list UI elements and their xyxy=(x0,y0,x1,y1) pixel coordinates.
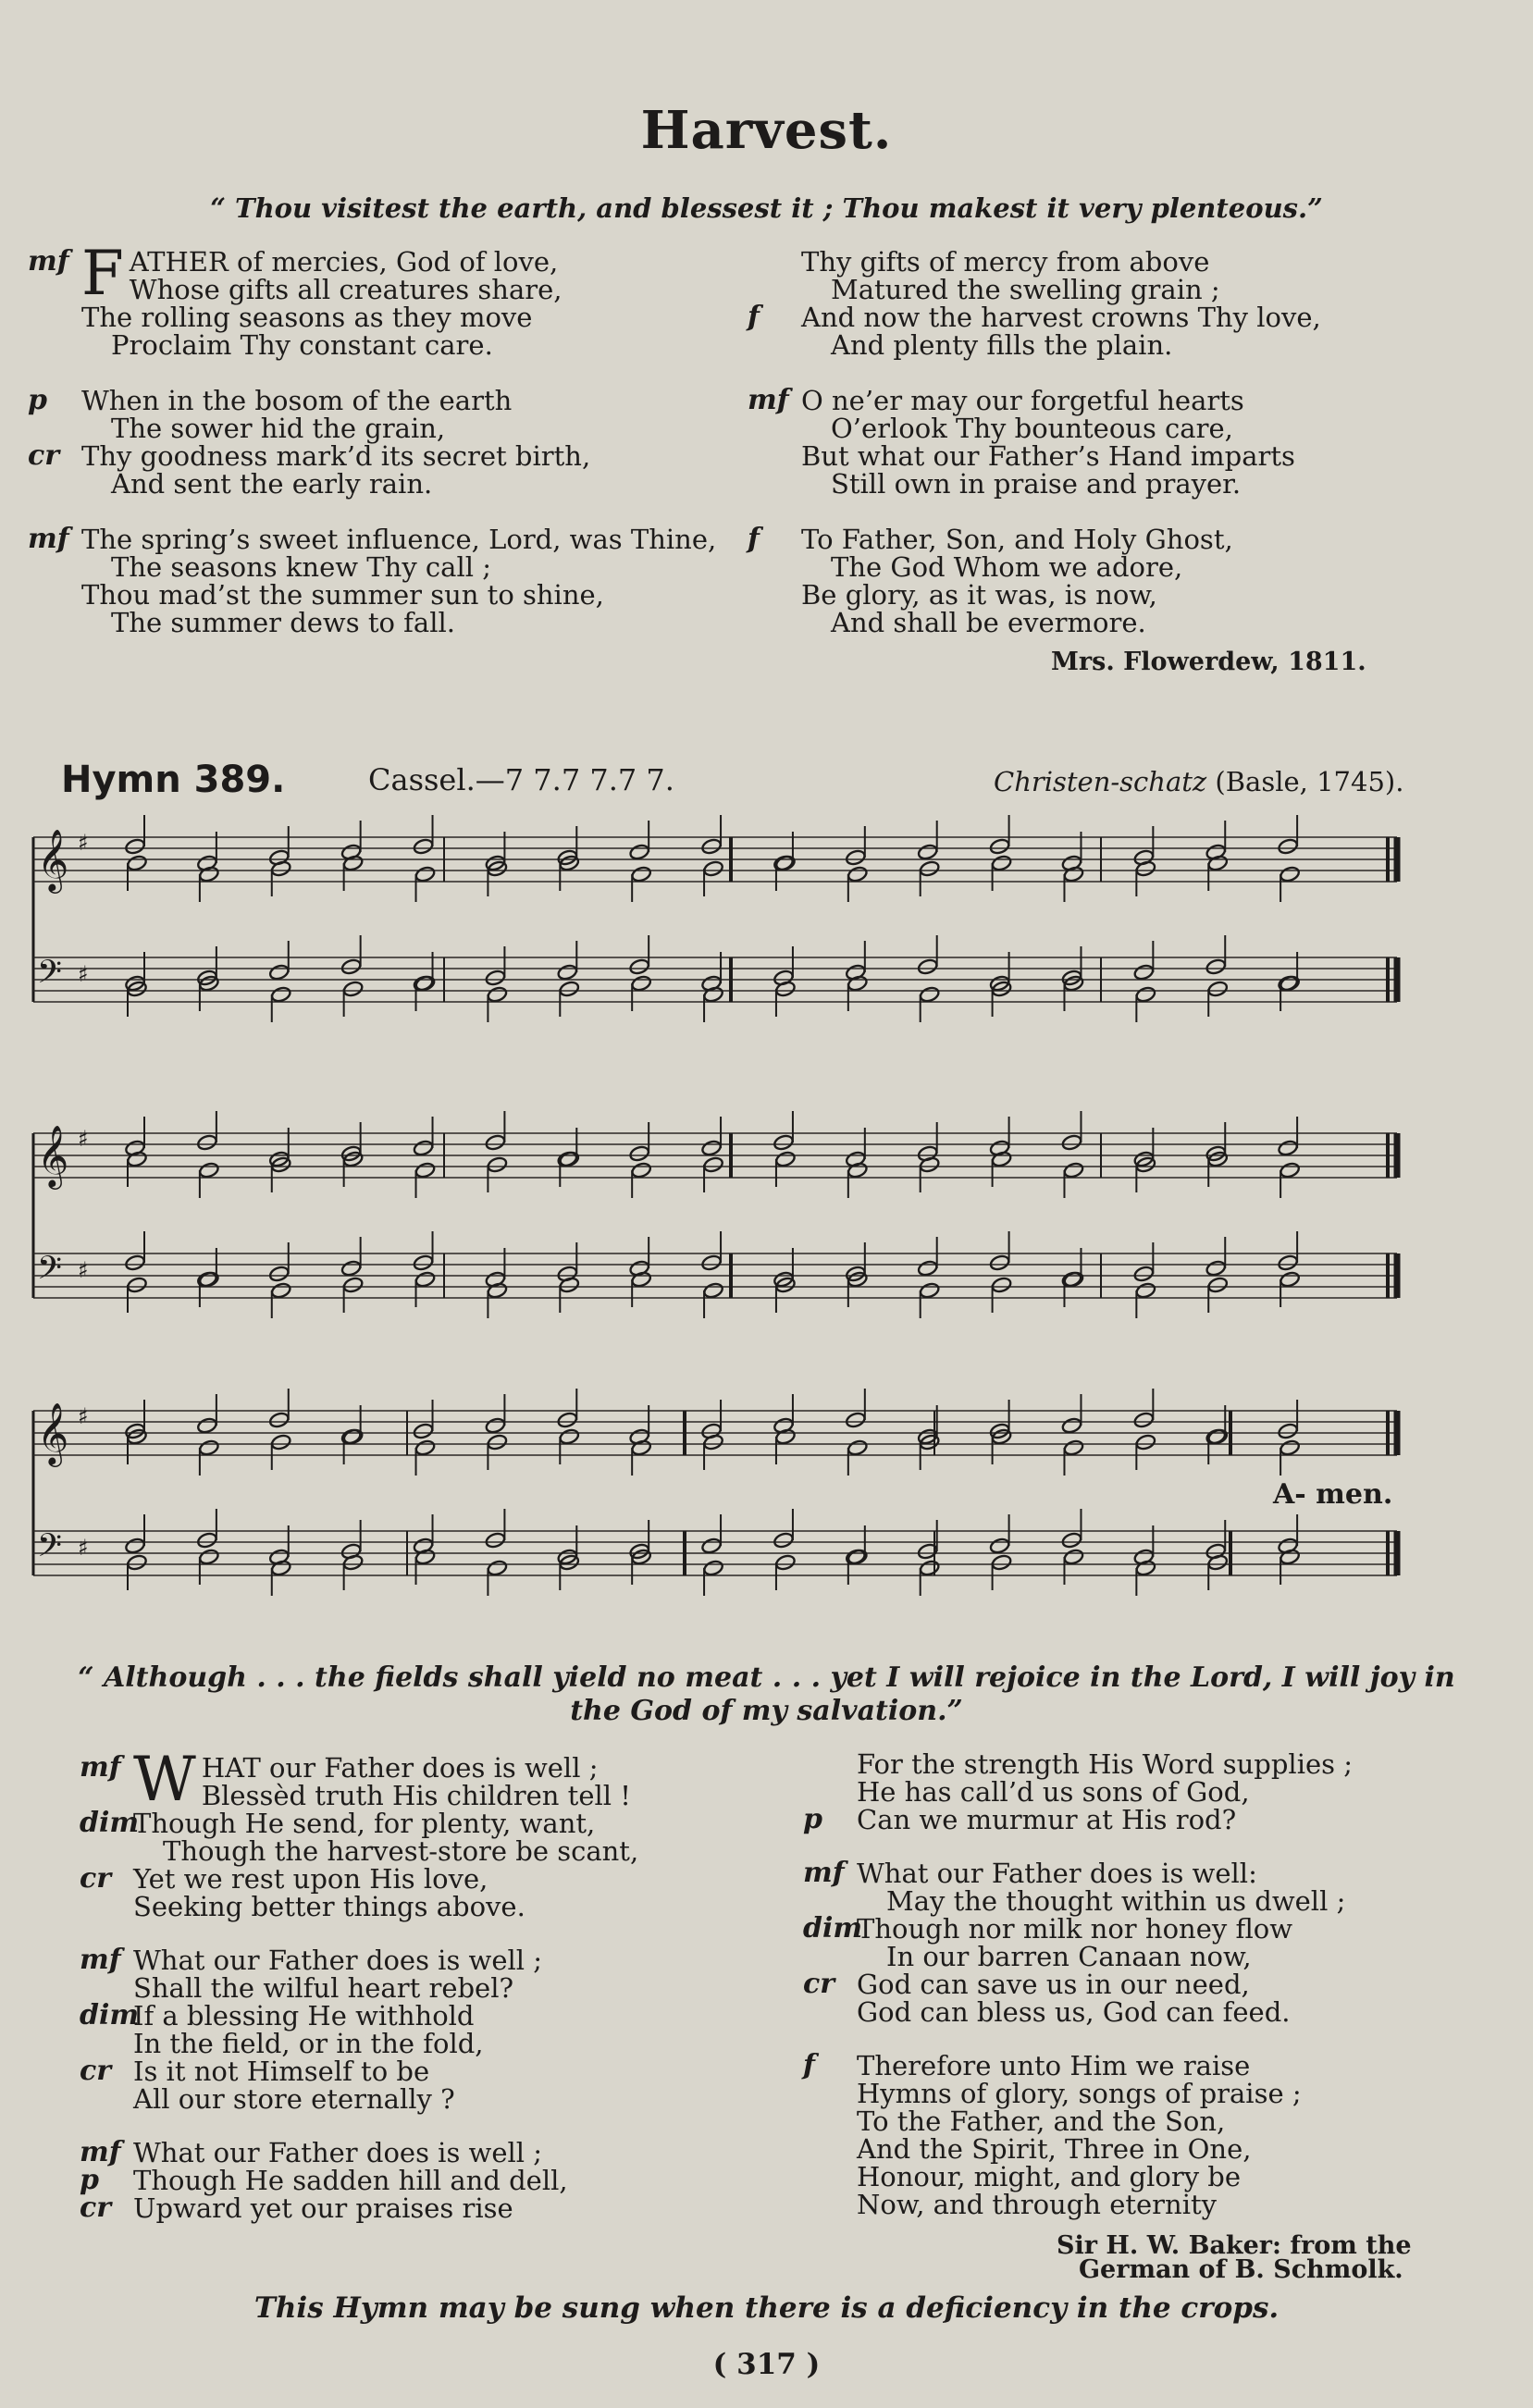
hymn-number: Hymn 389. xyxy=(61,759,286,801)
verse-text: Though He send, for plenty, want, xyxy=(133,1808,596,1839)
tune-name: Cassel.—7 7.7 7.7 7. xyxy=(368,762,674,797)
music-score xyxy=(0,805,1533,1637)
bass-clef-icon: 𝄢 xyxy=(37,953,63,998)
verse-text: And the Spirit, Three in One, xyxy=(857,2133,1252,2165)
verse-text: God can bless us, God can feed. xyxy=(857,1996,1291,2028)
note-head xyxy=(629,843,650,860)
note-head xyxy=(700,1253,722,1271)
verse-text: In the field, or in the fold, xyxy=(133,2028,484,2059)
verse-line xyxy=(857,1998,1449,2026)
note-head xyxy=(702,1281,723,1299)
note-head xyxy=(1135,1433,1156,1451)
verse-line xyxy=(80,2055,725,2087)
note-head xyxy=(1279,865,1300,883)
note-head xyxy=(989,1537,1010,1554)
verse-line xyxy=(133,1837,725,1865)
verse-text: Though nor milk nor honey flow xyxy=(857,1913,1293,1945)
note-head xyxy=(702,1559,723,1576)
bass-clef-icon: 𝄢 xyxy=(37,1249,63,1294)
note-head xyxy=(413,1139,434,1156)
verse-line xyxy=(81,276,711,303)
verse-line xyxy=(803,1968,1449,2000)
note-head xyxy=(702,859,723,877)
verse-line xyxy=(748,301,1449,333)
hymn-389-header xyxy=(61,759,285,801)
verse-line xyxy=(801,581,1449,609)
stanza xyxy=(803,2049,1449,2220)
verse-line xyxy=(857,2163,1449,2191)
verse-text: Is it not Himself to be xyxy=(133,2056,430,2087)
note-head xyxy=(268,1411,290,1428)
note-head xyxy=(774,1553,796,1571)
verse-line xyxy=(801,442,1449,470)
verse-line xyxy=(748,523,1449,555)
verse-text: Honour, might, and glory be xyxy=(857,2161,1242,2192)
stanza xyxy=(803,1748,1449,1835)
verse-line xyxy=(803,1803,1449,1835)
note-head xyxy=(487,1433,508,1451)
note-head xyxy=(1207,1276,1229,1293)
note-head xyxy=(485,1133,506,1151)
verse-line xyxy=(857,1778,1449,1806)
verse-line xyxy=(857,1750,1449,1778)
verse-text: Hymns of glory, songs of praise ; xyxy=(857,2078,1302,2109)
note-head xyxy=(485,969,506,986)
note-head xyxy=(1063,1161,1084,1179)
dynamic-marking: mf xyxy=(80,1944,121,1976)
verse-text: Though He sadden hill and dell, xyxy=(133,2165,568,2196)
verse-text: The sower hid the grain, xyxy=(111,413,446,444)
verse-line xyxy=(28,384,711,416)
sharp-icon: ♯ xyxy=(78,1257,89,1283)
note-head xyxy=(847,865,868,883)
note-head xyxy=(1207,980,1229,997)
note-head xyxy=(1133,1411,1155,1428)
verse-text: Upward yet our praises rise xyxy=(133,2192,513,2224)
note-head xyxy=(631,974,652,992)
verse-text: Can we murmur at His rod? xyxy=(857,1804,1237,1835)
verse-line xyxy=(80,1999,725,2031)
verse-text: Matured the swelling grain ; xyxy=(831,274,1220,305)
note-head xyxy=(413,837,434,855)
verse-text: He has call’d us sons of God, xyxy=(857,1776,1250,1808)
verse-line xyxy=(133,2085,725,2113)
sharp-icon: ♯ xyxy=(78,961,89,987)
stanza xyxy=(748,523,1449,638)
verse-line xyxy=(81,581,711,609)
verse-line xyxy=(28,523,717,555)
verse-text: ATHER of mercies, God of love, xyxy=(129,246,559,278)
note-head xyxy=(340,1259,362,1277)
dynamic-marking: dim xyxy=(80,1807,140,1839)
verse-text: Thy gifts of mercy from above xyxy=(801,246,1210,278)
note-head xyxy=(126,854,147,871)
note-head xyxy=(845,848,866,866)
verse-line xyxy=(133,2030,725,2057)
note-head xyxy=(845,1411,866,1428)
page-title: Harvest. xyxy=(640,100,893,161)
note-head xyxy=(700,1139,722,1156)
verse-text: May the thought within us dwell ; xyxy=(886,1885,1346,1917)
verse-line xyxy=(857,2191,1449,2218)
note-head xyxy=(1135,1281,1156,1299)
note-head xyxy=(1279,1161,1300,1179)
note-head xyxy=(1133,963,1155,981)
note-head xyxy=(342,1427,364,1445)
note-head xyxy=(991,1553,1012,1571)
verse-text: To Father, Son, and Holy Ghost, xyxy=(801,524,1233,555)
treble-clef-icon: 𝄞 xyxy=(37,828,69,891)
verse-line xyxy=(80,2192,725,2224)
note-head xyxy=(1063,1270,1084,1288)
stanza xyxy=(748,246,1449,361)
verse-line xyxy=(801,609,1449,636)
verse-line xyxy=(803,2049,1449,2081)
verse-line xyxy=(80,2136,725,2168)
verse-text: All our store eternally ? xyxy=(133,2083,455,2115)
dynamic-marking: mf xyxy=(80,1751,121,1784)
verse-text: Yet we rest upon His love, xyxy=(133,1863,488,1895)
note-head xyxy=(270,985,291,1003)
verse-line xyxy=(857,1887,1449,1915)
verse-text: Therefore unto Him we raise xyxy=(857,2050,1251,2081)
verse-line xyxy=(801,276,1449,303)
note-head xyxy=(917,957,938,975)
verse-text: But what our Father’s Hand imparts xyxy=(801,440,1295,472)
sharp-icon: ♯ xyxy=(78,1403,89,1429)
note-head xyxy=(1277,1253,1298,1271)
note-head xyxy=(340,957,362,975)
note-head xyxy=(631,865,652,883)
note-head xyxy=(917,1259,938,1277)
epigraph-bottom-line1: “ Although . . . the fields shall yield no meat . . . yet I will rejoice in the Lord, I will joy in xyxy=(78,1661,1455,1694)
note-head xyxy=(198,1439,219,1456)
verse-line xyxy=(81,303,711,331)
verse-line xyxy=(133,1782,725,1809)
drop-cap: W xyxy=(133,1744,196,1815)
verse-line xyxy=(857,2080,1449,2107)
hymn2-attribution-line2: German of B. Schmolk. xyxy=(1079,2255,1403,2284)
verse-line xyxy=(801,470,1449,498)
stanza xyxy=(80,2136,725,2224)
note-head xyxy=(198,1548,219,1565)
note-head xyxy=(700,837,722,855)
verse-text: To the Father, and the Son, xyxy=(857,2105,1226,2137)
verse-text: Though the harvest-store be scant, xyxy=(163,1835,639,1867)
epigraph-bottom-line2: the God of my salvation.” xyxy=(570,1695,963,1727)
note-head xyxy=(124,1537,145,1554)
note-head xyxy=(1277,837,1298,855)
verse-text: The rolling seasons as they move xyxy=(81,302,533,333)
dynamic-marking: p xyxy=(28,384,47,416)
verse-text: Now, and through eternity xyxy=(857,2189,1218,2220)
note-head xyxy=(1063,1439,1084,1456)
sharp-icon: ♯ xyxy=(78,1126,89,1152)
note-head xyxy=(487,1155,508,1173)
note-head xyxy=(559,980,580,997)
note-head xyxy=(198,1270,219,1288)
dynamic-marking: f xyxy=(748,301,760,333)
note-head xyxy=(559,1150,580,1167)
stanza xyxy=(28,523,717,638)
verse-line xyxy=(801,248,1449,276)
dynamic-marking: cr xyxy=(28,439,60,472)
verse-text: When in the bosom of the earth xyxy=(81,385,513,416)
verse-line xyxy=(133,1893,725,1920)
dynamic-marking: mf xyxy=(803,1857,845,1889)
dynamic-marking: dim xyxy=(803,1912,863,1945)
verse-text: Proclaim Thy constant care. xyxy=(111,329,493,361)
note-head xyxy=(413,1422,434,1439)
verse-text: God can save us in our need, xyxy=(857,1969,1250,2000)
dynamic-marking: cr xyxy=(80,1862,112,1895)
note-head xyxy=(1279,1270,1300,1288)
verse-line xyxy=(803,1912,1449,1945)
note-head xyxy=(1207,1427,1229,1445)
verse-line xyxy=(80,1862,725,1895)
dynamic-marking: mf xyxy=(28,523,69,555)
dynamic-marking: cr xyxy=(803,1968,835,2000)
note-head xyxy=(629,1144,650,1162)
note-head xyxy=(847,1439,868,1456)
verse-text: Blessèd truth His children tell ! xyxy=(201,1780,631,1811)
dynamic-marking: cr xyxy=(80,2055,112,2087)
verse-text: Seeking better things above. xyxy=(133,1891,525,1922)
note-head xyxy=(196,1531,217,1549)
note-head xyxy=(919,859,940,877)
verse-line xyxy=(803,1857,1449,1889)
verse-text: Be glory, as it was, is now, xyxy=(801,579,1157,611)
verse-text: O’erlook Thy bounteous care, xyxy=(831,413,1233,444)
note-head xyxy=(847,1548,868,1565)
verse-text: What our Father does is well: xyxy=(857,1858,1257,1889)
verse-text: The God Whom we adore, xyxy=(831,551,1183,583)
verse-line xyxy=(801,414,1449,442)
verse-text: And shall be evermore. xyxy=(831,607,1146,638)
note-head xyxy=(196,1133,217,1151)
note-head xyxy=(917,843,938,860)
note-head xyxy=(1277,1139,1298,1156)
dynamic-marking: dim xyxy=(80,1999,140,2031)
dynamic-marking: mf xyxy=(80,2136,121,2168)
stanza xyxy=(748,384,1449,500)
note-head xyxy=(485,1531,506,1549)
verse-text: Thy goodness mark’d its secret birth, xyxy=(81,440,591,472)
note-head xyxy=(414,1161,436,1179)
verse-line xyxy=(28,439,711,472)
treble-clef-icon: 𝄞 xyxy=(37,1124,69,1187)
verse-text: The spring’s sweet influence, Lord, was Thine, xyxy=(81,524,717,555)
note-head xyxy=(774,854,796,871)
note-head xyxy=(413,1253,434,1271)
verse-line xyxy=(80,2164,725,2196)
stanza xyxy=(28,384,711,500)
note-head xyxy=(773,1133,794,1151)
note-head xyxy=(557,963,578,981)
note-head xyxy=(1135,985,1156,1003)
verse-text: The summer dews to fall. xyxy=(111,607,455,638)
note-head xyxy=(1279,974,1300,992)
note-head xyxy=(1061,1133,1082,1151)
note-head xyxy=(414,1270,436,1288)
note-head xyxy=(557,1411,578,1428)
note-head xyxy=(1277,1422,1298,1439)
page-number: ( 317 ) xyxy=(712,2348,821,2381)
dynamic-marking: f xyxy=(803,2049,815,2081)
note-head xyxy=(559,1427,580,1445)
note-head xyxy=(989,1253,1010,1271)
footer-note: This Hymn may be sung when there is a deficiency in the crops. xyxy=(253,2291,1280,2325)
verse-line xyxy=(857,1943,1449,1970)
note-head xyxy=(989,837,1010,855)
verse-text: In our barren Canaan now, xyxy=(886,1941,1252,1972)
drop-cap: F xyxy=(81,238,124,309)
note-head xyxy=(1279,1439,1300,1456)
note-head xyxy=(414,865,436,883)
note-head xyxy=(919,1559,940,1576)
note-head xyxy=(342,980,364,997)
hymn2-attribution-line1: Sir H. W. Baker: from the xyxy=(1057,2231,1412,2260)
note-head xyxy=(198,1161,219,1179)
bass-clef-icon: 𝄢 xyxy=(37,1526,63,1572)
note-head xyxy=(487,985,508,1003)
note-head xyxy=(629,957,650,975)
note-head xyxy=(1061,1416,1082,1434)
hymn1-right-column xyxy=(748,246,1449,664)
hymn1-attribution: Mrs. Flowerdew, 1811. xyxy=(1051,648,1366,676)
dynamic-marking: mf xyxy=(28,245,69,278)
verse-text: And plenty fills the plain. xyxy=(831,329,1173,361)
note-head xyxy=(196,1416,217,1434)
dynamic-marking: p xyxy=(803,1803,822,1835)
verse-text: Still own in praise and prayer. xyxy=(831,468,1242,500)
note-head xyxy=(1133,1265,1155,1282)
note-head xyxy=(991,854,1012,871)
sharp-icon: ♯ xyxy=(78,830,89,856)
note-head xyxy=(268,1265,290,1282)
verse-text: What our Father does is well ; xyxy=(133,2137,543,2168)
verse-text: If a blessing He withhold xyxy=(133,2000,475,2031)
verse-line xyxy=(81,414,711,442)
stanza xyxy=(80,1944,725,2115)
note-head xyxy=(700,1537,722,1554)
verse-line xyxy=(801,331,1449,359)
verse-text: And now the harvest crowns Thy love, xyxy=(801,302,1321,333)
verse-line xyxy=(801,553,1449,581)
verse-text: Whose gifts all creatures share, xyxy=(129,274,563,305)
note-head xyxy=(774,1150,796,1167)
verse-text: Thou mad’st the summer sun to shine, xyxy=(81,579,604,611)
verse-line xyxy=(81,331,711,359)
verse-text: Shall the wilful heart rebel? xyxy=(133,1972,514,2004)
note-head xyxy=(1205,1259,1227,1277)
hymn2-right-column xyxy=(803,1748,1449,2244)
note-head xyxy=(126,1553,147,1571)
note-head xyxy=(1063,1548,1084,1565)
tune-source-rest: (Basle, 1745). xyxy=(1206,766,1404,797)
note-head xyxy=(487,1559,508,1576)
note-head xyxy=(631,1161,652,1179)
verse-text: For the strength His Word supplies ; xyxy=(857,1748,1354,1780)
tune-source xyxy=(994,766,1403,797)
treble-clef-icon: 𝄞 xyxy=(37,1402,69,1464)
note-head xyxy=(270,1281,291,1299)
tune-source-title: Christen-schatz xyxy=(994,766,1207,797)
verse-line xyxy=(81,470,711,498)
stanza xyxy=(80,1744,725,1922)
stanza xyxy=(803,1857,1449,2028)
hymn1-left-column xyxy=(28,238,717,664)
amen-label: A- men. xyxy=(1273,1478,1393,1511)
verse-text: O ne’er may our forgetful hearts xyxy=(801,385,1244,416)
verse-line xyxy=(857,2135,1449,2163)
dynamic-marking: f xyxy=(748,523,760,555)
verse-line xyxy=(857,2107,1449,2135)
verse-line xyxy=(133,1974,725,2002)
note-head xyxy=(414,1439,436,1456)
note-head xyxy=(1061,1531,1082,1549)
note-head xyxy=(126,1276,147,1293)
verse-line xyxy=(81,553,711,581)
verse-text: What our Father does is well ; xyxy=(133,1945,543,1976)
note-head xyxy=(1205,957,1227,975)
epigraph-top: “ Thou visitest the earth, and blessest it ; Thou makest it very plenteous.” xyxy=(210,192,1323,224)
verse-line xyxy=(748,384,1449,416)
note-head xyxy=(919,1281,940,1299)
verse-line xyxy=(80,1944,725,1976)
note-head xyxy=(124,837,145,855)
hymn2-left-column xyxy=(80,1744,725,2248)
stanza xyxy=(28,238,711,361)
note-head xyxy=(485,1416,506,1434)
verse-line xyxy=(81,609,711,636)
dynamic-marking: p xyxy=(80,2164,99,2196)
sharp-icon: ♯ xyxy=(78,1535,89,1561)
verse-text: And sent the early rain. xyxy=(111,468,433,500)
note-head xyxy=(414,974,436,992)
note-head xyxy=(702,1155,723,1173)
note-head xyxy=(124,1253,145,1271)
note-head xyxy=(773,1531,794,1549)
note-head xyxy=(270,1433,291,1451)
verse-line xyxy=(80,1807,725,1839)
note-head xyxy=(268,963,290,981)
note-head xyxy=(991,1276,1012,1293)
note-head xyxy=(342,1276,364,1293)
dynamic-marking: mf xyxy=(748,384,789,416)
verse-text: The seasons knew Thy call ; xyxy=(111,551,491,583)
verse-text: HAT our Father does is well ; xyxy=(201,1752,599,1784)
dynamic-marking: cr xyxy=(80,2192,112,2224)
note-head xyxy=(919,985,940,1003)
